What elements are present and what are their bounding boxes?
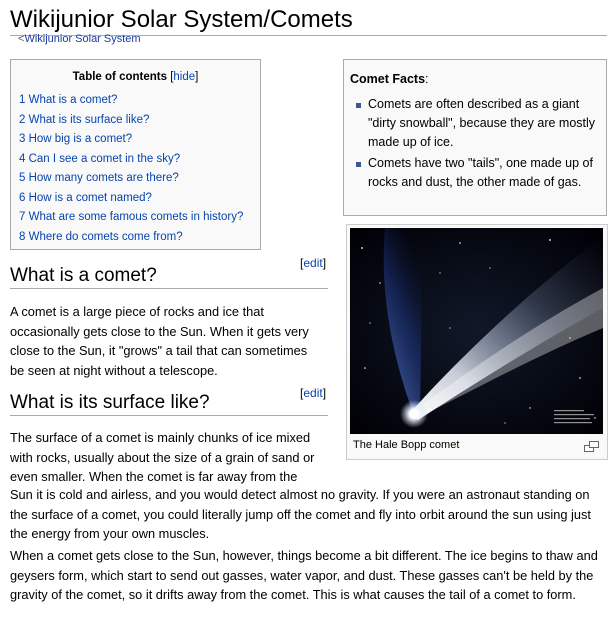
edit-link[interactable]: edit (303, 256, 323, 270)
section-heading-surface: What is its surface like? (10, 391, 328, 416)
toc-item (19, 169, 260, 189)
section-paragraph: When a comet gets close to the Sun, however, things become a bit different. The ice begins to thaw and geysers form, which start to send out gasses, water vapor, and dust. These gasses can't be held by the gravity of the comet, so it drifts away from the comet. This is what causes the tail of a comet to form. (10, 548, 598, 603)
toc-link-surface[interactable]: 2 What is its surface like? (19, 113, 150, 126)
edit-link[interactable]: edit (303, 386, 323, 400)
breadcrumb (18, 33, 141, 45)
toc-item (19, 111, 260, 131)
toc-list (19, 91, 260, 247)
image-thumbnail (346, 224, 608, 460)
toc-link-how-many[interactable]: 5 How many comets are there? (19, 172, 179, 184)
toc-link-what-is-a-comet[interactable]: 1 What is a comet? (19, 94, 118, 106)
edit-section-2: [edit] (300, 386, 327, 400)
section-paragraph: A comet is a large piece of rocks and ice that occasionally gets close to the Sun. When it gets very close to the Sun, it "grows" a tail that can sometimes be seen at night without a telescope. (10, 304, 309, 378)
toc-item (19, 189, 260, 209)
facts-list (350, 95, 596, 192)
hale-bopp-photo (350, 228, 603, 434)
section-heading-what-is-a-comet: What is a comet? (10, 264, 328, 289)
section-paragraph: The surface of a comet is mainly chunks of ice mixed with rocks, usually about the size of a grain of sand or even smaller. When the comet is far away from the (10, 430, 315, 485)
toc-link-where-from[interactable]: 8 Where do comets come from? (19, 230, 183, 243)
edit-section-1: [edit] (300, 256, 327, 270)
toc-item (19, 228, 260, 248)
article (10, 0, 607, 627)
toc-item (19, 150, 260, 170)
toc-item (19, 130, 260, 150)
toc-title (11, 71, 260, 83)
facts-title: Comet Facts: (350, 72, 429, 86)
toc-item (19, 208, 260, 228)
toc-hide-toggle: [hide] (170, 71, 199, 83)
toc-item (19, 91, 260, 111)
toc-link-see-in-sky[interactable]: 4 Can I see a comet in the sky? (19, 152, 181, 165)
fact-item: Comets are often described as a giant "dirty snowball", because they are mostly made up of ice. (350, 95, 596, 152)
breadcrumb-link[interactable]: Wikijunior Solar System (24, 33, 141, 45)
fact-item: Comets have two "tails", one made up of rocks and dust, the other made of gas. (350, 154, 596, 192)
comet-facts-box (343, 59, 607, 216)
page-title: Wikijunior Solar System/Comets (10, 6, 607, 36)
toc-link-how-big[interactable]: 3 How big is a comet? (19, 133, 133, 145)
magnify-icon[interactable] (584, 439, 599, 457)
toc-hide-link[interactable]: hide (173, 71, 196, 83)
table-of-contents (10, 59, 261, 250)
section-paragraph: Sun it is cold and airless, and you would detect almost no gravity. If you were an astronaut standing on the surface of a comet, you could literally jump off the comet and fly into orbit around the sun using just the energy from your own muscles. (10, 487, 591, 542)
toc-heading: Table of contents (72, 71, 167, 83)
comet-image[interactable] (350, 228, 603, 434)
bullet-icon (356, 162, 361, 167)
bullet-icon (356, 103, 361, 108)
toc-link-famous-comets[interactable]: 7 What are some famous comets in history? (19, 211, 244, 223)
toc-link-how-named[interactable]: 6 How is a comet named? (19, 191, 152, 204)
image-caption: The Hale Bopp comet (353, 439, 460, 451)
breadcrumb-arrow: < (18, 33, 25, 45)
